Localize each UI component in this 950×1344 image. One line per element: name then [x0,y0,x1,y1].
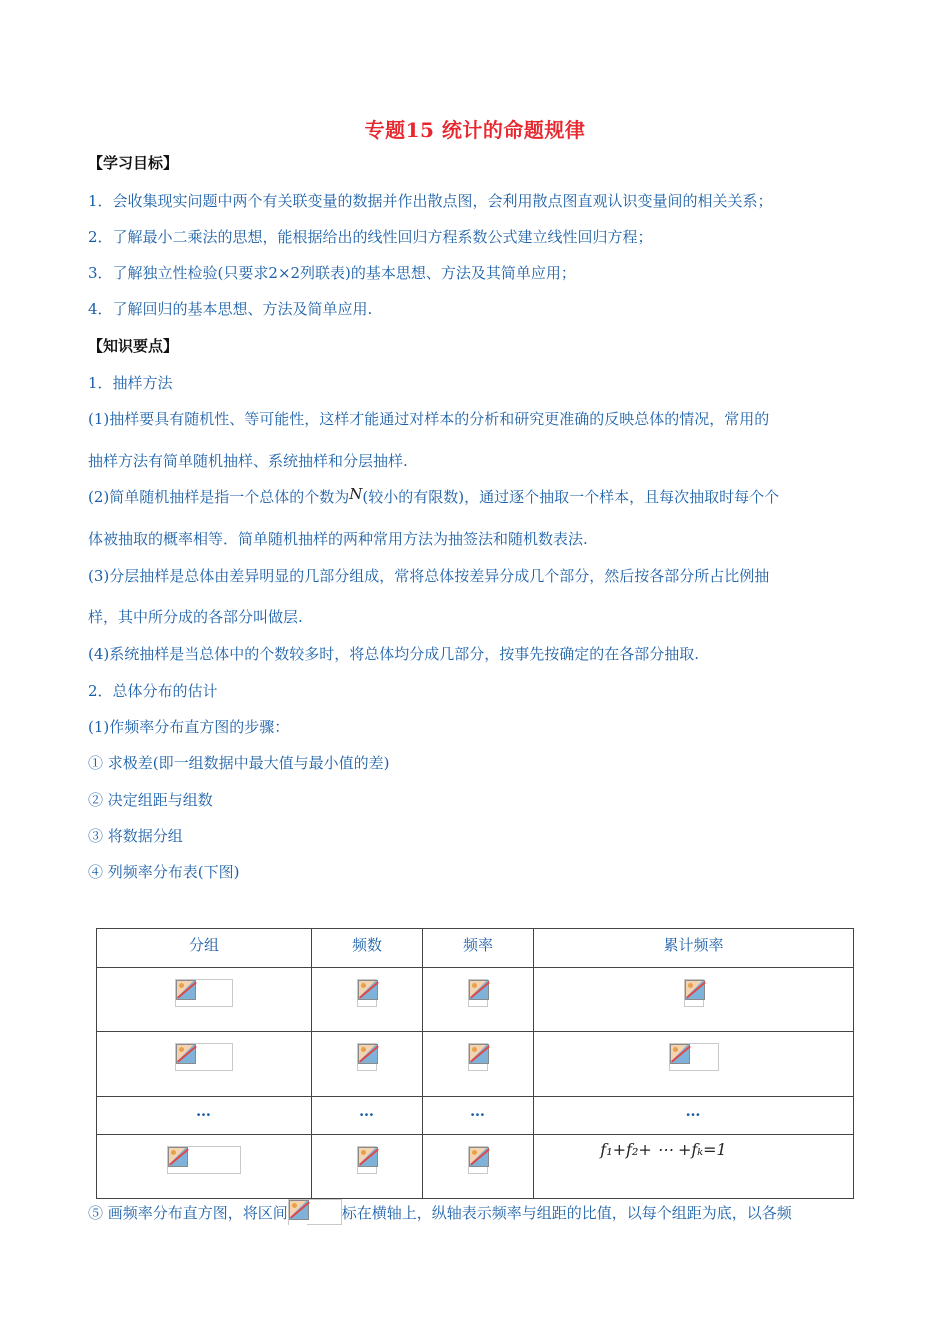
goals-heading: 【学习目标】 [88,154,179,172]
header-count: 频数 [312,929,423,968]
variable-n: N [349,485,363,503]
cell-frequency-image [423,968,534,1032]
distribution-title: 2．总体分布的估计 [88,682,218,700]
formula-image [175,1043,233,1071]
interval-image [288,1199,342,1225]
cell-ellipsis: … [97,1097,312,1135]
header-group: 分组 [97,929,312,968]
cell-count-image [312,1032,423,1097]
formula-image [357,1043,377,1071]
formula-image [468,979,488,1007]
step-5 [88,1202,792,1225]
formula-image [468,1043,488,1071]
frequency-table [96,928,854,1199]
formula-image [468,1146,488,1174]
table-row-ellipsis [97,1097,854,1135]
sampling-p2a-post: (较小的有限数)，通过逐个抽取一个样本，且每次抽取时每个个 [362,488,780,506]
sampling-p1a: (1)抽样要具有随机性、等可能性，这样才能通过对样本的分析和研究更准确的反映总体的情况，常用的 [88,410,770,428]
sampling-p1b: 抽样方法有简单随机抽样、系统抽样和分层抽样. [88,452,408,470]
formula-image [175,979,233,1007]
sampling-p2a-pre: (2)简单随机抽样是指一个总体的个数为 [88,488,350,506]
cell-count-image [312,1135,423,1199]
header-frequency: 频率 [423,929,534,968]
goal-3: 3．了解独立性检验(只要求2×2列联表)的基本思想、方法及其简单应用； [88,264,576,282]
formula-image [684,979,704,1007]
cell-ellipsis: … [534,1097,854,1135]
sampling-p4: (4)系统抽样是当总体中的个数较多时，将总体均分成几部分，按事先按确定的在各部分抽取. [88,645,700,663]
header-cumulative: 累计频率 [534,929,854,968]
formula-image [357,1146,377,1174]
knowledge-heading: 【知识要点】 [88,337,179,355]
sampling-p2b: 体被抽取的概率相等．简单随机抽样的两种常用方法为抽签法和随机数表法. [88,530,588,548]
goal-1: 1．会收集现实问题中两个有关联变量的数据并作出散点图，会利用散点图直观认识变量间的相关关系； [88,192,773,210]
formula-image [669,1043,719,1071]
step-5-pre: ⑤ 画频率分布直方图，将区间 [88,1204,288,1222]
cell-group-image [97,1135,312,1199]
sampling-title: 1．抽样方法 [88,374,173,392]
cell-group-image [97,968,312,1032]
formula-image [167,1146,241,1174]
cell-count-image [312,968,423,1032]
cell-cumulative-image [534,968,854,1032]
formula-image [357,979,377,1007]
distribution-p1: (1)作频率分布直方图的步骤： [88,718,290,736]
step-5-post: 标在横轴上，纵轴表示频率与组距的比值，以每个组距为底，以各频 [341,1204,792,1222]
sampling-p3b: 样，其中所分成的各部分叫做层. [88,608,303,626]
sampling-p3a: (3)分层抽样是总体由差异明显的几部分组成，常将总体按差异分成几个部分，然后按各部分所占比例抽 [88,567,770,585]
step-3: ③ 将数据分组 [88,827,183,845]
step-4: ④ 列频率分布表(下图) [88,863,240,881]
page-title: 专题15 统计的命题规律 [364,118,586,142]
step-2: ② 决定组距与组数 [88,791,213,809]
cell-cumulative-image [534,1032,854,1097]
table-row [97,968,854,1032]
step-1: ① 求极差(即一组数据中最大值与最小值的差) [88,754,390,772]
table-header-row [97,929,854,968]
cell-frequency-image [423,1135,534,1199]
cell-sum-formula: f₁+f₂+ ⋯ +fₖ=1 [534,1135,854,1199]
cell-ellipsis: … [312,1097,423,1135]
table-row [97,1135,854,1199]
goal-4: 4．了解回归的基本思想、方法及简单应用. [88,300,373,318]
cell-frequency-image [423,1032,534,1097]
goal-2: 2．了解最小二乘法的思想，能根据给出的线性回归方程系数公式建立线性回归方程； [88,228,653,246]
cell-ellipsis: … [423,1097,534,1135]
table-row [97,1032,854,1097]
cell-group-image [97,1032,312,1097]
sampling-p2a [88,485,779,507]
